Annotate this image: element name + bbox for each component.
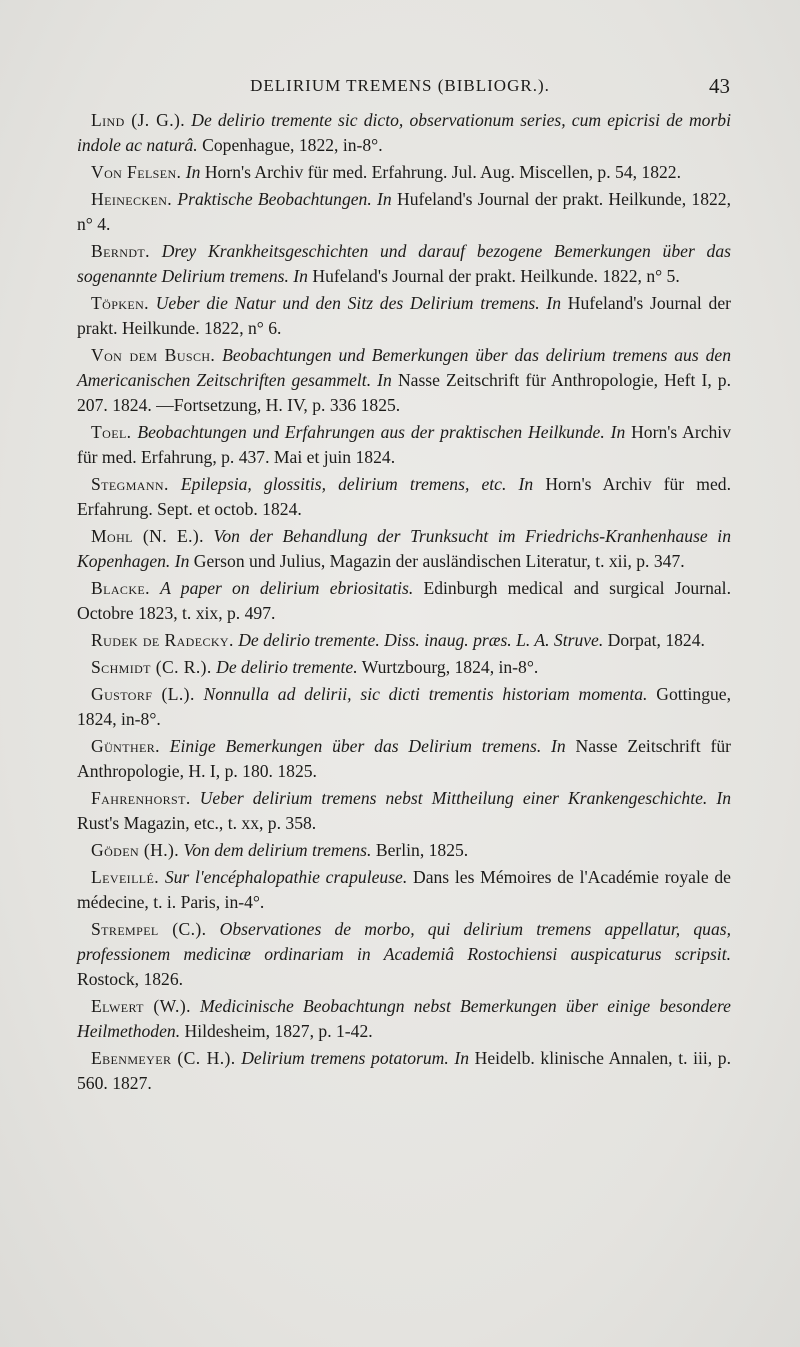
entry-publication: Hildesheim, 1827, p. 1-42. (184, 1020, 373, 1041)
entry-publication: Dans les Mémoires de l'Académie royale de médecine, t. i. Paris, in-4°. (77, 867, 731, 913)
entry-title: De delirio tremente. Diss. inaug. præs. L. A. Struve. (238, 629, 604, 650)
bibliography-list (77, 108, 731, 1098)
entry-publication: Edinburgh medical and surgical Journal. Octobre 1823, t. xix, p. 497. (77, 577, 731, 623)
entry-publication: Berlin, 1825. (375, 840, 469, 861)
page-number: 43 (709, 74, 730, 98)
entry-author: Von dem Busch. (91, 345, 216, 366)
entry-author: Leveillé. (91, 867, 160, 888)
bibliography-entry (77, 655, 731, 680)
entry-author: Mohl (N. E.). (91, 525, 204, 546)
bibliography-entry (77, 343, 731, 417)
entry-publication: Gottingue, 1824, in-8°. (77, 684, 731, 730)
bibliography-entry (77, 1046, 731, 1096)
bibliography-entry (77, 187, 731, 237)
entry-author: Fahrenhorst. (91, 788, 191, 809)
entry-title: Von dem delirium tremens. (183, 840, 372, 861)
bibliography-entry (77, 917, 731, 991)
entry-title: Beobachtungen und Bemerkungen über das delirium tremens aus den Americanischen Zeitschriften gesammelt. In (77, 345, 731, 390)
entry-author: Von Felsen. (91, 161, 182, 182)
entry-author: Stegmann. (91, 473, 169, 494)
entry-author: Ebenmeyer (C. H.). (91, 1048, 236, 1069)
entry-author: Elwert (W.). (91, 996, 191, 1017)
bibliography-entry (77, 682, 731, 732)
bibliography-entry (77, 628, 731, 653)
bibliography-entry (77, 576, 731, 626)
entry-title: Delirium tremens potatorum. In (241, 1048, 470, 1069)
bibliography-entry (77, 524, 731, 574)
entry-title: Nonnulla ad delirii, sic dicti trementis historiam momenta. (203, 684, 648, 705)
entry-author: Göden (H.). (91, 840, 180, 861)
entry-author: Schmidt (C. R.). (91, 657, 212, 678)
entry-title: Praktische Beobachtungen. In (177, 189, 392, 210)
entry-title: Drey Krankheitsgeschichten und darauf bezogene Bemerkungen über das sogenannte Delirium tremens. In (77, 241, 731, 286)
entry-publication: Nasse Zeitschrift für Anthropologie, H. I, p. 180. 1825. (77, 736, 731, 781)
entry-author: Töpken. (91, 293, 149, 314)
entry-publication: Gerson und Julius, Magazin der ausländischen Literatur, t. xii, p. 347. (193, 550, 685, 571)
entry-title: In (185, 161, 201, 182)
entry-title: Epilepsia, glossitis, delirium tremens, etc. In (180, 473, 534, 494)
entry-title: Von der Behandlung der Trunksucht im Friedrichs-Kranhenhause in Kopenhagen. In (77, 525, 731, 571)
entry-title: Medicinische Beobachtungn nebst Bemerkungen über einige besondere Heilmethoden. (77, 996, 731, 1041)
entry-author: Günther. (91, 736, 160, 757)
entry-title: A paper on delirium ebriositatis. (160, 577, 414, 598)
entry-title: De delirio tremente sic dicto, observationum series, cum epicrisi de morbi indole ac naturâ. (77, 110, 731, 155)
entry-publication: Rostock, 1826. (77, 968, 184, 989)
entry-title: Einige Bemerkungen über das Delirium tremens. In (169, 736, 566, 757)
entry-author: Blacke. (91, 577, 150, 598)
entry-author: Lind (J. G.). (91, 110, 186, 130)
entry-title: Beobachtungen und Erfahrungen aus der praktischen Heilkunde. In (137, 421, 626, 442)
bibliography-entry (77, 160, 731, 185)
entry-publication: Hufeland's Journal der prakt. Heilkunde. 1822, n° 5. (312, 265, 680, 286)
entry-title: De delirio tremente. (216, 657, 358, 678)
entry-publication: Nasse Zeitschrift für Anthropologie, Heft I, p. 207. 1824. —Fortsetzung, H. IV, p. 336 1825. (77, 369, 732, 415)
bibliography-entry (77, 420, 731, 470)
entry-publication: Dorpat, 1824. (607, 629, 705, 650)
entry-publication: Horn's Archiv für med. Erfahrung. Sept. et octob. 1824. (77, 473, 731, 519)
entry-author: Toel. (91, 421, 132, 442)
entry-publication: Horn's Archiv für med. Erfahrung, p. 437. Mai et juin 1824. (77, 421, 731, 467)
entry-author: Gustorf (L.). (91, 684, 195, 705)
entry-title: Sur l'encéphalopathie crapuleuse. (164, 867, 408, 888)
entry-publication: Hufeland's Journal der prakt. Heilkunde, 1822, n° 4. (77, 189, 731, 234)
running-head-title: DELIRIUM TREMENS (BIBLIOGR.). (250, 76, 550, 95)
running-head (0, 74, 800, 102)
entry-publication: Copenhague, 1822, in-8°. (202, 134, 383, 155)
entry-author: Rudek de Radecky. (91, 629, 234, 650)
entry-publication: Horn's Archiv für med. Erfahrung. Jul. Aug. Miscellen, p. 54, 1822. (204, 161, 682, 182)
entry-publication: Wurtzbourg, 1824, in-8°. (361, 657, 539, 678)
entry-publication: Heidelb. klinische Annalen, t. iii, p. 560. 1827. (77, 1048, 731, 1093)
bibliography-entry (77, 472, 731, 522)
entry-title: Ueber delirium tremens nebst Mittheilung einer Krankengeschichte. In (199, 788, 731, 809)
entry-author: Strempel (C.). (91, 919, 207, 940)
bibliography-entry (77, 239, 731, 289)
entry-publication: Hufeland's Journal der prakt. Heilkunde. 1822, n° 6. (77, 293, 731, 338)
bibliography-entry (77, 838, 731, 863)
bibliography-entry (77, 108, 731, 158)
bibliography-entry (77, 786, 731, 836)
bibliography-entry (77, 865, 731, 915)
entry-publication: Rust's Magazin, etc., t. xx, p. 358. (77, 812, 317, 833)
bibliography-entry (77, 291, 731, 341)
bibliography-entry (77, 734, 731, 784)
bibliography-entry (77, 994, 731, 1044)
entry-author: Berndt. (91, 241, 150, 262)
entry-author: Heinecken. (91, 189, 173, 210)
entry-title: Observationes de morbo, qui delirium tremens appellatur, quas, professionem medicinæ ordinariam in Academiâ Rostochiensi auspicaturus scripsit. (77, 919, 732, 965)
entry-title: Ueber die Natur und den Sitz des Delirium tremens. In (155, 293, 562, 314)
